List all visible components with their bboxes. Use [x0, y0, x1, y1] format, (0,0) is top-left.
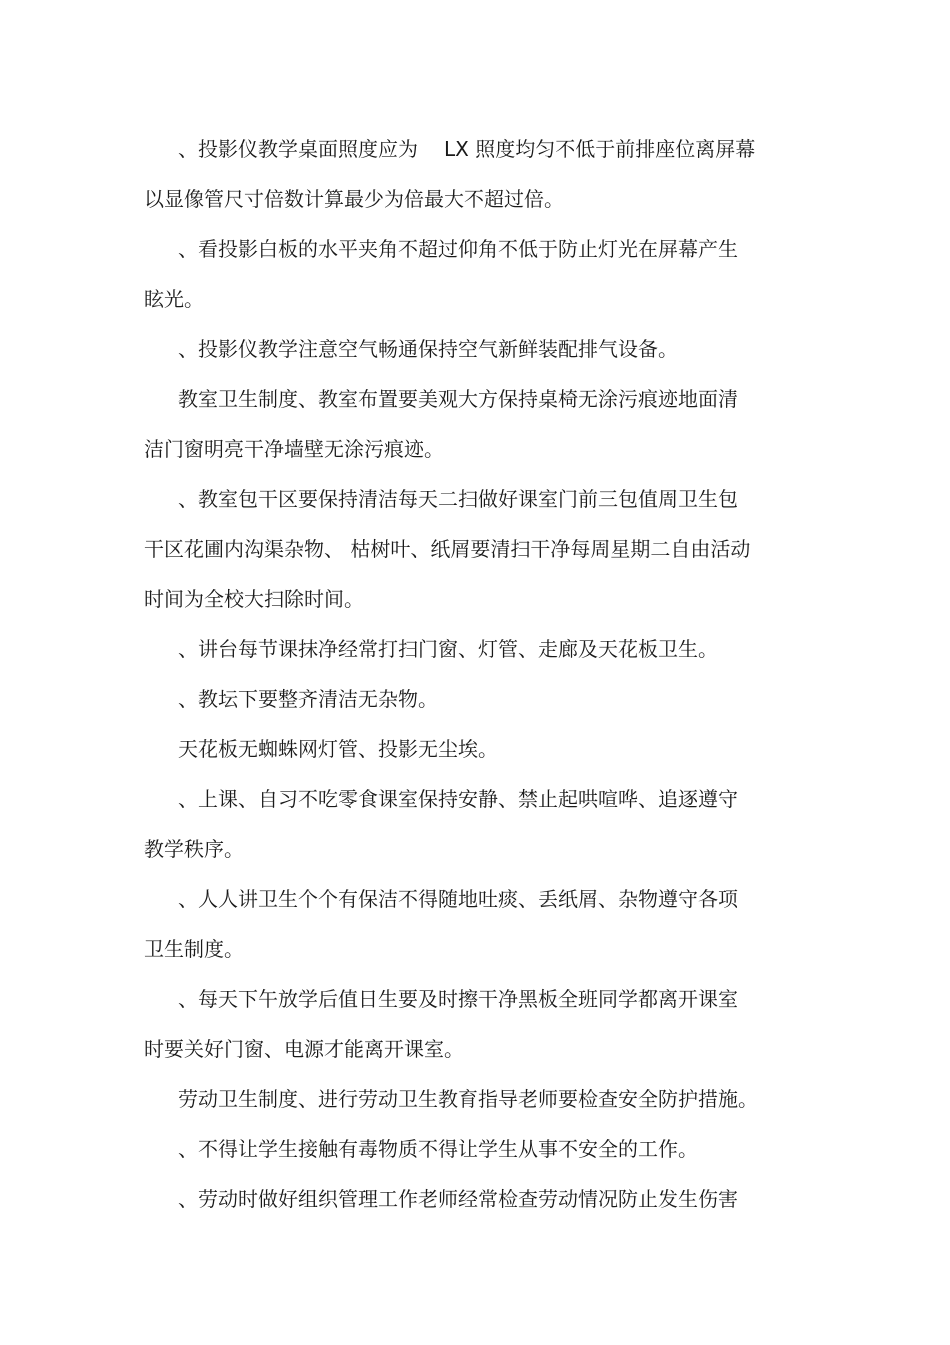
text-line-11: 、讲台每节课抹净经常打扫门窗、灯管、走廊及天花板卫生。: [178, 637, 718, 661]
document-body: [144, 124, 804, 1224]
text-line-7: 洁门窗明亮干净墙壁无涂污痕迹。: [144, 437, 444, 461]
text-segment: 、投影仪教学桌面照度应为: [178, 137, 418, 161]
text-line-18: 、每天下午放学后值日生要及时擦干净黑板全班同学都离开课室: [178, 987, 738, 1011]
text-line-21: 、不得让学生接触有毒物质不得让学生从事不安全的工作。: [178, 1137, 698, 1161]
text-line-12: 、教坛下要整齐清洁无杂物。: [178, 687, 438, 711]
text-line-5: 、投影仪教学注意空气畅通保持空气新鲜装配排气设备。: [178, 337, 678, 361]
text-line-9: 干区花圃内沟渠杂物、 枯树叶、纸屑要清扫干净每周星期二自由活动: [144, 537, 751, 561]
text-line-16: 、人人讲卫生个个有保洁不得随地吐痰、丢纸屑、杂物遵守各项: [178, 887, 738, 911]
text-line-3: 、看投影白板的水平夹角不超过仰角不低于防止灯光在屏幕产生: [178, 237, 738, 261]
text-segment-lx: LX 照度均匀不低于前排座位离屏幕: [444, 137, 756, 161]
text-line-19: 时要关好门窗、电源才能离开课室。: [144, 1037, 464, 1061]
text-line-6: 教室卫生制度、教室布置要美观大方保持桌椅无涂污痕迹地面清: [178, 387, 738, 411]
text-line-14: 、上课、自习不吃零食课室保持安静、禁止起哄喧哗、追逐遵守: [178, 787, 738, 811]
text-line-1: [144, 124, 804, 174]
text-line-10: 时间为全校大扫除时间。: [144, 587, 364, 611]
text-line-2: 以显像管尺寸倍数计算最少为倍最大不超过倍。: [144, 187, 564, 211]
text-line-8: 、教室包干区要保持清洁每天二扫做好课室门前三包值周卫生包: [178, 487, 738, 511]
text-line-4: 眩光。: [144, 287, 204, 311]
text-line-22: 、劳动时做好组织管理工作老师经常检查劳动情况防止发生伤害: [178, 1187, 738, 1211]
text-line-17: 卫生制度。: [144, 937, 244, 961]
text-line-15: 教学秩序。: [144, 837, 244, 861]
text-line-20: 劳动卫生制度、进行劳动卫生教育指导老师要检查安全防护措施。: [178, 1087, 758, 1111]
text-line-13: 天花板无蜘蛛网灯管、投影无尘埃。: [178, 737, 498, 761]
